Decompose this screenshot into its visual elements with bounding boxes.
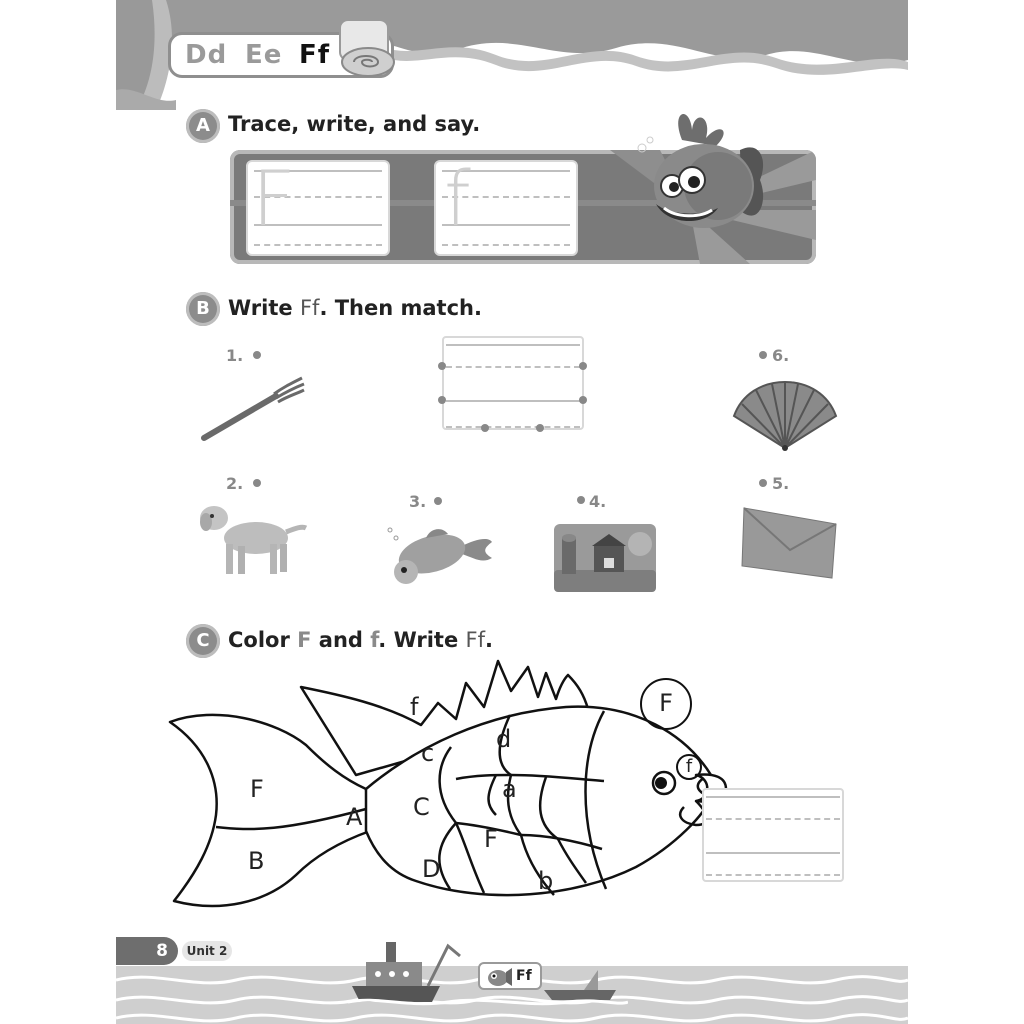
- fish-letter-scale-a[interactable]: a: [502, 775, 517, 803]
- write-line-mid: [446, 366, 580, 368]
- section-b-text-write: Write: [228, 296, 300, 320]
- item-number-3: 3.: [409, 492, 427, 511]
- match-dot-2[interactable]: [253, 479, 261, 487]
- page-number: 8: [116, 937, 178, 965]
- trace-box-lowercase[interactable]: [434, 154, 578, 256]
- footer-fish-icon: [484, 966, 512, 988]
- section-c-badge: C: [186, 624, 220, 658]
- write-line-mid: [706, 818, 840, 820]
- section-a-badge: A: [186, 109, 220, 143]
- match-dot[interactable]: [438, 396, 446, 404]
- section-b-instruction: [228, 296, 482, 320]
- fish-letter-scale-C[interactable]: C: [413, 793, 430, 821]
- header-letter-ee: Ee: [245, 40, 283, 70]
- write-line-top: [446, 344, 580, 346]
- write-line-top: [706, 796, 840, 798]
- workbook-page: [116, 0, 908, 1024]
- fork-icon: [198, 374, 308, 444]
- section-c-text-letters: Ff: [465, 628, 485, 652]
- fish-letter-tail-bottom[interactable]: B: [248, 847, 265, 875]
- trace-box-uppercase[interactable]: [246, 154, 390, 256]
- scroll-icon: [334, 14, 398, 80]
- farm-icon: [554, 524, 656, 592]
- bubble-uppercase[interactable]: F: [640, 678, 692, 730]
- match-dot-3[interactable]: [434, 497, 442, 505]
- dog-icon: [196, 498, 308, 580]
- item-number-6: 6.: [772, 346, 790, 365]
- match-dot[interactable]: [481, 424, 489, 432]
- unit-label: Unit 2: [182, 941, 232, 961]
- trace-letter-uppercase: F: [252, 154, 296, 243]
- section-a-instruction: Trace, write, and say.: [228, 112, 481, 136]
- match-dot-6[interactable]: [759, 351, 767, 359]
- section-c-instruction: [228, 628, 493, 652]
- section-b-write-box[interactable]: [442, 336, 584, 430]
- section-c-text-F: F: [297, 628, 312, 652]
- bubble-lowercase[interactable]: f: [676, 754, 702, 780]
- section-c-text-color: Color: [228, 628, 298, 652]
- section-b-text-match: . Then match.: [319, 296, 482, 320]
- header-letter-dd: Dd: [185, 40, 228, 70]
- item-number-2: 2.: [226, 474, 244, 493]
- fish-letter-scale-D[interactable]: D: [422, 855, 441, 883]
- write-line-bottom: [446, 426, 580, 428]
- footer-letters-badge: [478, 962, 542, 990]
- header-letter-ff: Ff: [299, 40, 331, 70]
- match-dot[interactable]: [438, 362, 446, 370]
- section-c-write-box[interactable]: [702, 788, 844, 882]
- section-b-text-letters: Ff: [299, 296, 320, 320]
- section-b-badge: B: [186, 292, 220, 326]
- match-dot[interactable]: [579, 362, 587, 370]
- match-dot[interactable]: [536, 424, 544, 432]
- trace-line-bottom: [254, 244, 382, 246]
- write-line-bottom: [706, 874, 840, 876]
- section-c-text-end: .: [485, 628, 493, 652]
- match-dot-4[interactable]: [577, 496, 585, 504]
- trace-line-bottom: [442, 244, 570, 246]
- fish-letter-scale-b[interactable]: b: [538, 867, 554, 895]
- match-dot[interactable]: [579, 396, 587, 404]
- section-c-text-and: and: [311, 628, 371, 652]
- trace-letter-lowercase: f: [444, 154, 471, 243]
- fish-letter-fin[interactable]: f: [410, 693, 419, 721]
- section-c-text-write: . Write: [378, 628, 466, 652]
- fish-letter-scale-d[interactable]: d: [496, 725, 512, 753]
- match-dot-5[interactable]: [759, 479, 767, 487]
- item-number-4: 4.: [589, 492, 607, 511]
- fish-icon: [382, 524, 494, 594]
- fish-letter-body-A[interactable]: A: [346, 803, 363, 831]
- write-line-base: [446, 400, 580, 402]
- envelope-icon: [740, 502, 838, 580]
- write-line-base: [706, 852, 840, 854]
- footer-letters: Ff: [516, 968, 532, 984]
- fish-letter-scale-F[interactable]: F: [484, 825, 498, 853]
- fish-letter-tail-top[interactable]: F: [250, 775, 264, 803]
- fish-letter-scale-c[interactable]: c: [421, 739, 435, 767]
- match-dot-1[interactable]: [253, 351, 261, 359]
- section-c-text-f: f: [370, 628, 379, 652]
- coloring-fish-outline: [166, 655, 786, 925]
- fan-icon: [732, 378, 838, 452]
- item-number-1: 1.: [226, 346, 244, 365]
- cartoon-fish-icon: [620, 100, 770, 250]
- item-number-5: 5.: [772, 474, 790, 493]
